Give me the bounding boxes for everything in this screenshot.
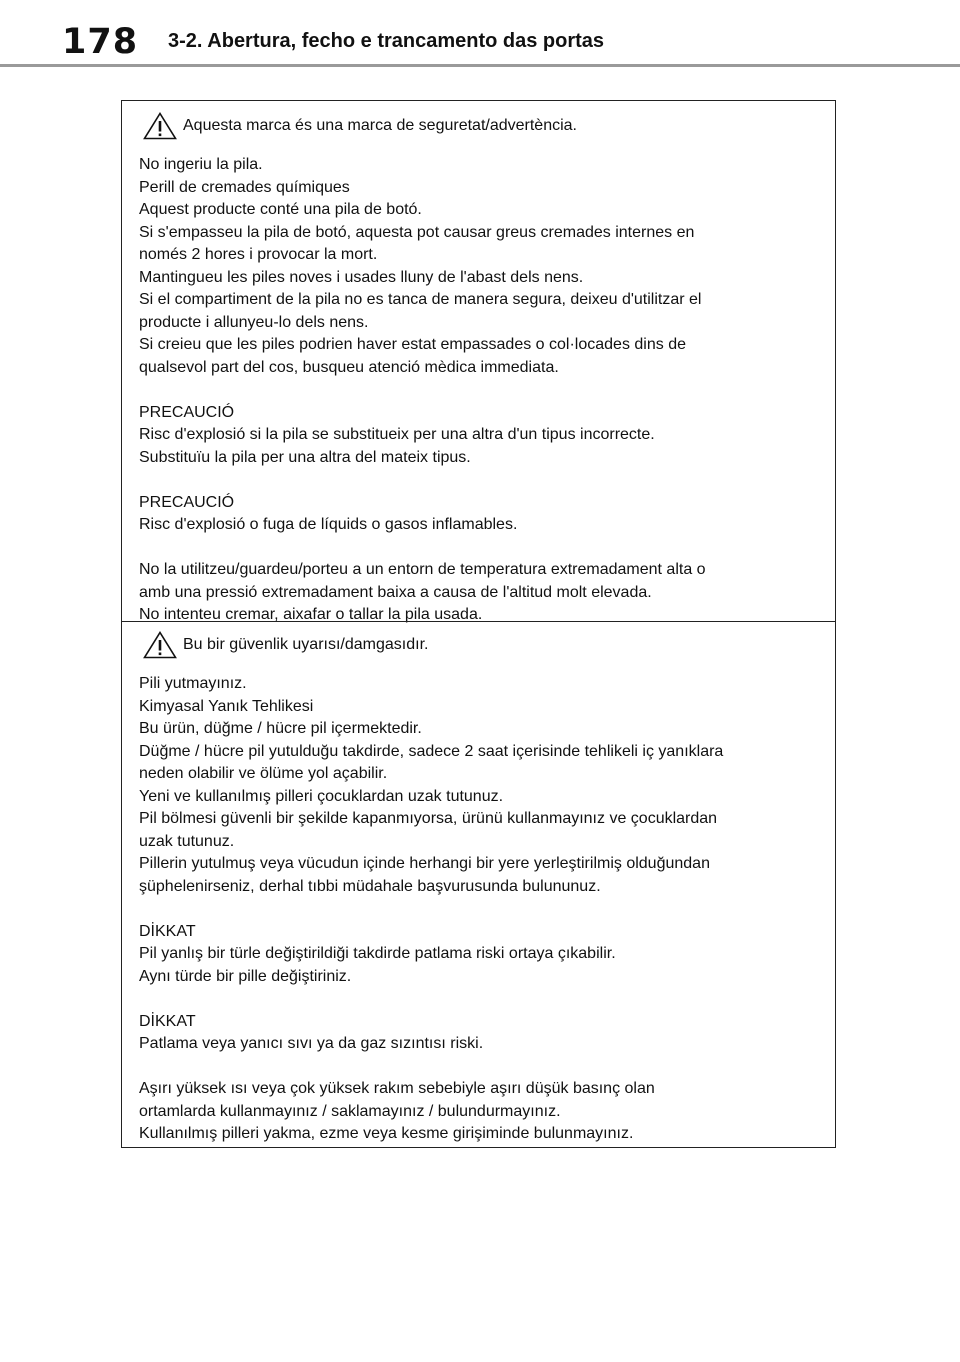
text-line: Pil yanlış bir türle değiştirildiği takdirde patlama riski ortaya çıkabilir. [139,945,616,962]
catalan-body [139,154,827,627]
header-rule [0,64,960,67]
text-line: Pillerin yutulmuş veya vücudun içinde herhangi bir yere yerleştirilmiş olduğundan [139,855,710,872]
paragraph-gap [139,898,827,921]
text-line: PRECAUCIÓ [139,493,235,511]
text-line: Düğme / hücre pil yutulduğu takdirde, sadece 2 saat içerisinde tehlikeli iç yanıklara [139,742,724,760]
text-line: Pili yutmayınız. [139,675,247,692]
text-line: No intenteu cremar, aixafar o tallar la pila usada. [139,606,483,623]
text-line: Pil bölmesi güvenli bir şekilde kapanmıyorsa, ürünü kullanmayınız ve çocuklardan [139,810,718,827]
language-divider [122,621,835,622]
text-line: uzak tutunuz. [139,832,235,850]
text-line: DİKKAT [139,1012,196,1030]
turkish-heading-text: Bu bir güvenlik uyarısı/damgasıdır. [183,636,429,653]
battery-warning-box [121,100,836,1148]
warning-triangle-icon [143,112,177,140]
text-line: şüphelenirseniz, derhal tıbbi müdahale başvurusunda bulununuz. [139,877,601,895]
turkish-warning-panel [139,631,827,1146]
paragraph-gap [139,537,827,560]
paragraph-gap [139,988,827,1011]
text-line: No la utilitzeu/guardeu/porteu a un entorn de temperatura extremadament alta o [139,561,706,578]
catalan-warning-heading [139,112,827,140]
turkish-warning-heading [139,631,827,659]
turkish-body [139,673,827,1146]
text-line: qualsevol part del cos, busqueu atenció mèdica immediata. [139,358,559,376]
paragraph-gap [139,469,827,492]
catalan-heading-text: Aquesta marca és una marca de seguretat/advertència. [183,117,577,134]
text-line: Si el compartiment de la pila no es tanca de manera segura, deixeu d'utilitzar el [139,291,702,308]
text-line: Aynı türde bir pille değiştiriniz. [139,967,352,985]
text-line: Aquest producte conté una pila de botó. [139,201,422,218]
text-line: No ingeriu la pila. [139,156,263,173]
paragraph-gap [139,379,827,402]
text-line: neden olabilir ve ölüme yol açabilir. [139,765,388,782]
text-line: Risc d'explosió o fuga de líquids o gasos inflamables. [139,516,518,533]
page-number: 178 [62,22,139,62]
paragraph-gap [139,1056,827,1079]
text-line: producte i allunyeu-lo dels nens. [139,313,369,331]
text-line: Perill de cremades químiques [139,178,350,196]
text-line: PRECAUCIÓ [139,403,235,421]
text-line: DİKKAT [139,922,196,940]
text-line: Aşırı yüksek ısı veya çok yüksek rakım sebebiyle aşırı düşük basınç olan [139,1080,655,1097]
text-line: només 2 hores i provocar la mort. [139,246,378,263]
text-line: Bu ürün, düğme / hücre pil içermektedir. [139,720,422,737]
page-header [0,0,960,70]
text-line: Kimyasal Yanık Tehlikesi [139,697,314,715]
text-line: Patlama veya yanıcı sıvı ya da gaz sızıntısı riski. [139,1035,484,1052]
text-line: ortamlarda kullanmayınız / saklamayınız / bulundurmayınız. [139,1102,561,1120]
text-line: Risc d'explosió si la pila se substitueix per una altra d'un tipus incorrecte. [139,426,655,443]
catalan-warning-panel [139,112,827,627]
text-line: Si s'empasseu la pila de botó, aquesta pot causar greus cremades internes en [139,223,695,241]
warning-triangle-icon [143,631,177,659]
text-line: amb una pressió extremadament baixa a causa de l'altitud molt elevada. [139,583,652,601]
section-title: 3-2. Abertura, fecho e trancamento das portas [168,30,605,52]
text-line: Mantingueu les piles noves i usades lluny de l'abast dels nens. [139,268,584,286]
text-line: Kullanılmış pilleri yakma, ezme veya kesme girişiminde bulunmayınız. [139,1125,634,1142]
text-line: Yeni ve kullanılmış pilleri çocuklardan uzak tutunuz. [139,787,504,805]
text-line: Substituïu la pila per una altra del mateix tipus. [139,448,471,466]
text-line: Si creieu que les piles podrien haver estat empassades o col·locades dins de [139,336,686,353]
